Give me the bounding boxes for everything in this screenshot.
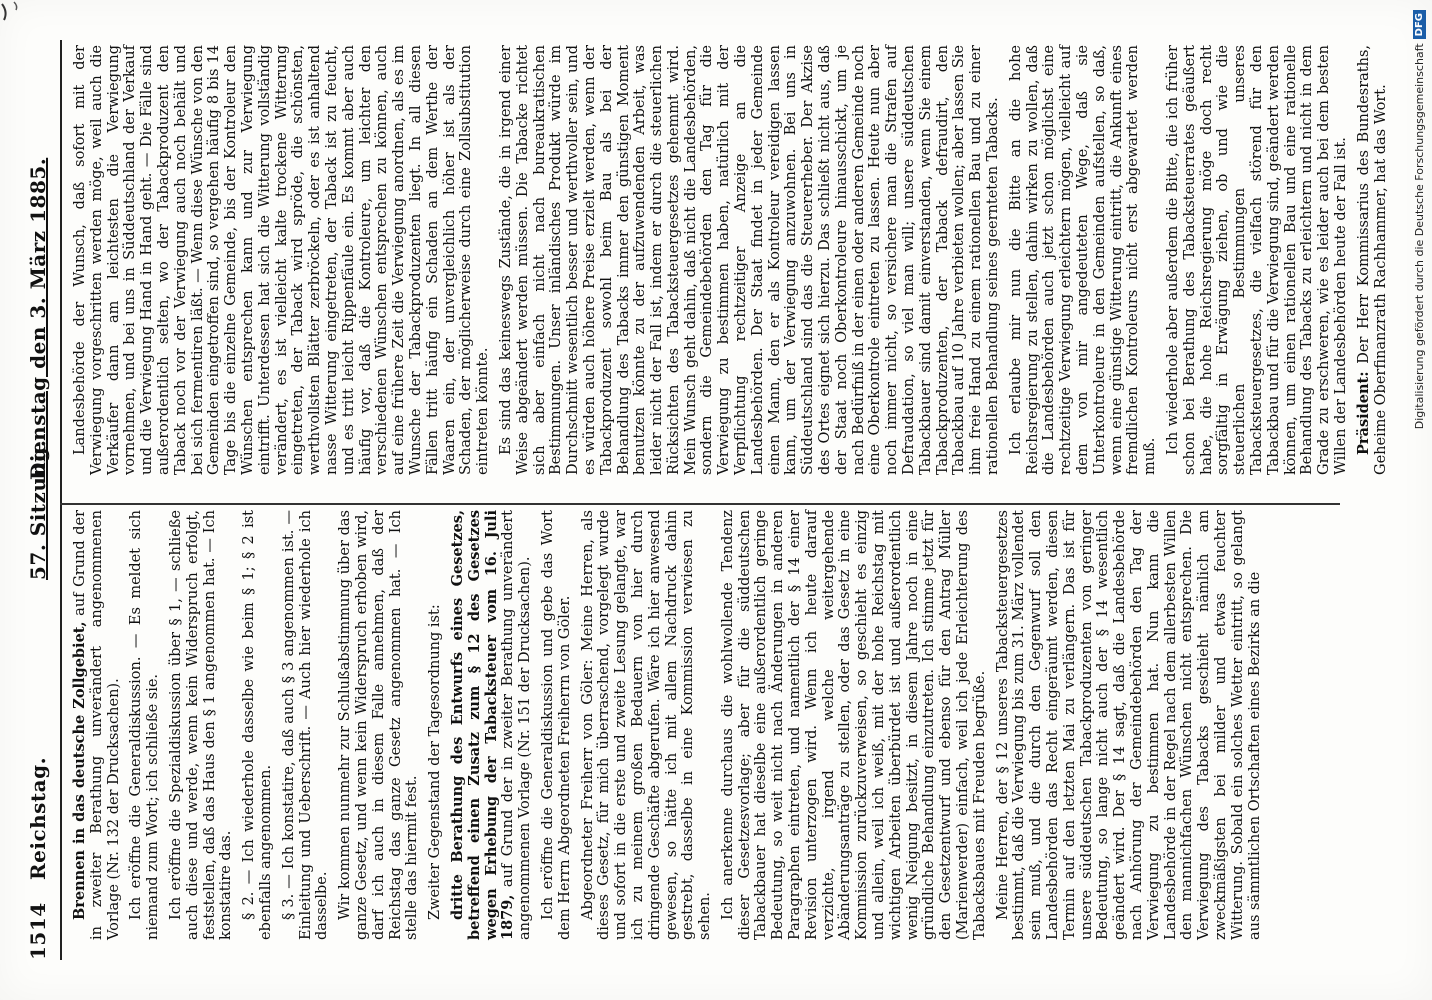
paragraph-text: Abgeordneter Freiherr von Göler: Meine Herren, als dieses Gesetz, für mich überraschend, vorgelegt wurde und sofort in die erste und zweite Lesung gelangte, war ich zu meinem großen Bedauern von hier durch dringende Geschäfte abgerufen. Wäre ich hier anwesend gewesen, so hätte ich mit allem Nachdruck dahin gestrebt, dasselbe in eine Kommission verwiesen zu sehen. — [579, 510, 714, 940]
paragraph — [72, 45, 492, 475]
side-note — [1406, 0, 1432, 1000]
left-column — [72, 510, 1269, 940]
paragraph — [995, 510, 1264, 940]
paragraph-text: Ich anerkenne durchaus die wohlwollende Tendenz dieser Gesetzesvorlage; aber für die süddeutschen Tabackbauer hat dieselbe eine außerordentlich geringe Bedeutung, so weit nicht nach Änderungen in anderen Paragraphen eintreten, und namentlich der § 14 einer Revision unterzogen wird. Wenn ich heute darauf verzichte, irgend welche weitergehende Abänderungsanträge zu stellen, oder das Gesetz in eine Kommission zurückzuverweisen, so geschieht es einzig und allein, weil ich weiß, mit der hohe Reichstag mit wichtigen Arbeiten überbürdet ist und außerordentlich wenig Neigung besitzt, in diesem Jahre noch in eine gründliche Behandlung einzutreten. Ich stimme jetzt für den Gesetzentwurf und ebenso für den Antrag Müller (Marienwerder) einfach, weil ich jede Erleichterung des Tabacksbaues mit Freuden begrüße. — [719, 510, 988, 940]
paragraph — [580, 510, 714, 940]
paragraph — [241, 510, 275, 940]
session-label: 57. Sitzung. — [26, 439, 50, 580]
paragraph-text: Ich eröffne die Spezialdiskussion über § 1, — schließe auch diese und werde, wenn kein Widerspruch erfolgt, feststellen, daß das Haus den § 1 angenommen hat. — Ich konstatire das. — [167, 510, 235, 940]
paragraph — [72, 510, 122, 940]
paragraph — [720, 510, 989, 940]
paragraph-text: § 3. — Ich konstatire, daß auch § 3 angenommen ist. — Einleitung und Ueberschrift. — Auch hier wiederhole ich dasselbe. — [280, 510, 331, 940]
paragraph — [498, 45, 1002, 475]
paragraph-text: Meine Herren, der § 12 unseres Tabacksteuergesetzes bestimmt, daß die Verwiegung bis zum 31. März vollendet sein muß, und die durch den Gegenwurf soll den Landesbehörden das Recht eingeräumt werden, diesen Termin auf den letzten Mai zu verlängern. Das ist für unsere süddeutschen Tabackproduzenten von geringer Bedeutung, so lange nicht auch der § 14 wesentlich geändert wird. Der § 14 sagt, daß die Landesbehörde nach Anhörung der Gemeindebehörden den Tag der Verwiegung zu bestimmen hat. Nun kann die Landesbehörde in der Regel nach dem allerbesten Willen den mannichfachen Wünschen nicht entsprechen. Die Verwiegung des Tabacks geschieht nämlich am zweckmäßigsten bei milder und etwas feuchter Witterung. Sobald ein solches Wetter eintritt, so gelangt aus sämmtlichen Ortschaften eines Bezirks an die — [994, 510, 1263, 940]
paragraph — [427, 510, 444, 940]
paragraph-text: Ich erlaube mir nun die Bitte an die hohe Reichsregierung zu stellen, dahin wirken zu wollen, daß die Landesbehörden auch jetzt schon möglichst eine rechtzeitige Verwiegung erleichtern mögen, vielleicht auf dem von mir angedeuteten Wege, daß sie Unterkontroleure in den Gemeinden aufstellen, so daß, wenn eine günstige Witterung eintritt, die Ankunft eines fremdlichen Kontroleurs nicht erst abgewartet werden muß. — [1007, 45, 1159, 475]
bold-lead: Brennen in das deutsche Zollgebiet, — [71, 621, 88, 920]
page-number: 1514 — [26, 902, 50, 960]
page-header — [20, 40, 60, 960]
column-divider — [60, 503, 1340, 505]
paragraph — [168, 510, 235, 940]
dfg-logo-badge: DFG — [1413, 10, 1426, 39]
paragraph-text: Der Herr Kommissarius des Bundesraths, Geheime Oberfinanzrath Rachhammer, hat das Wort. — [1355, 45, 1389, 475]
paragraph-text: Zweiter Gegenstand der Tagesordnung ist: — [427, 604, 444, 920]
paragraph — [1356, 45, 1390, 475]
paragraph-text: Es sind das keineswegs Zustände, die in irgend einer Weise abgeändert werden müssen. Die Tabacke richtet sich aber einfach nicht nach bureaukratischen Bestimmungen. Unser inländisches Produkt würde im Durchschnitt wesentlich besser und werthvoller sein, und es würden auch höhere Preise erzielt werden, wenn der Tabackproduzent sowohl beim Bau als bei der Behandlung des Tabacks immer den günstigen Moment benutzen könnte zu der aufzuwendenden Arbeit, was leider nicht der Fall ist, indem er durch die steuerlichen Rücksichten des Tabacksteuergesetzes gehemmt wird. Mein Wunsch geht dahin, daß nicht die Landesbehörden, sondern die Gemeindebehörden den Tag für die Verwiegung zu bestimmen haben, natürlich mit der Verpflichtung rechtzeitiger Anzeige an die Landesbehörden. Der Staat findet in jeder Gemeinde einen Mann, den er als Kontroleur vereidigen lassen kann, um der Verwiegung anzuwohnen. Bei uns in Süddeutschland sind das die Steuererheber. Der Akzise des Ortes eignet sich hierzu. Das schließt nicht aus, daß der Staat noch Oberkontroleure hinausschickt, um je nach Bedürfniß in der einen oder anderen Gemeinde noch eine Oberkontrole eintreten zu lassen. Heute nun aber noch immer nicht, so versichere man die Strafen auf Defraudation, so viel man will; unsere süddeutschen Tabackbauer sind damit einverstanden, wenn Sie einem Tabackproduzenten, der Taback defraudirt, den Tabackbau auf 10 Jahre verbieten wollen; aber lassen Sie ihm freie Hand zu einem rationellen Bau und zu einer rationellen Behandlung seines geernteten Tabacks. — [497, 45, 1002, 475]
paragraph — [128, 510, 162, 940]
paragraph-text: Ich eröffne die Generaldiskussion und gebe das Wort dem Herrn Abgeordneten Freiherrn von Göler. — [539, 510, 573, 940]
paragraph-text: auf Grund der in zweiter Berathung unverändert angenommenen Vorlage (Nr. 151 der Drucksachen). — [500, 509, 534, 940]
header-rule — [60, 40, 62, 960]
paragraph — [337, 510, 421, 940]
paragraph — [450, 510, 534, 940]
paragraph — [281, 510, 331, 940]
paragraph-text: Ich wiederhole aber außerdem die Bitte, die ich früher schon bei Berathung des Tabacksteuerrates geäußert habe, die hohe Reichsregierung möge doch recht sorgfältig in Erwägung ziehen, ob und wie die steuerlichen Bestimmungen unseres Tabacksteuergesetzes, die vielfach störend für den Tabackbau und für die Verwiegung sind, geändert werden können, um einen rationellen Bau und eine rationelle Behandlung des Tabacks zu erleichtern und nicht in dem Grade zu erschweren, wie es leider auch bei dem besten Willen der Landesbehörden heute der Fall ist. — [1165, 45, 1349, 475]
paragraph — [1008, 45, 1159, 475]
paragraph — [1165, 45, 1350, 475]
session-date: Dienstag den 3. März 1885. — [26, 157, 50, 480]
bold-lead: Präsident: — [1354, 371, 1372, 455]
paragraph-text: auf Grund der in zweiter Berathung unverändert angenommenen Vorlage (Nr. 132 der Drucksachen). — [72, 509, 122, 940]
paragraph-text: Landesbehörde der Wunsch, daß sofort mit der Verwiegung vorgeschritten werden möge, weil auch die Verkäufer dann am leichtesten die Verwiegung vornehmen, und bei uns in Süddeutschland der Verkauf und die Verwiegung Hand in Hand geht. — Die Fälle sind außerordentlich selten, wo der Tabackproduzent den Taback noch vor der Verwiegung auch noch behält und bei sich fermentiren läßt. — Wenn diese Wünsche von den Gemeinden eingetroffen sind, so vergehen häufig 8 bis 14 Tage bis die einzelne Gemeinde, bis der Kontroleur den Wünschen entsprechen kann und zur Verwiegung eintrifft. Unterdessen hat sich die Witterung vollständig verändert, es ist vielleicht kalte trockene Witterung eingetreten, der Taback wird spröde, die schönsten, werthvollsten Blätter zerbröckeln, oder es ist anhaltend nasse Witterung eingetreten, der Taback ist zu feucht, und es tritt leicht Rippenfäule ein. Es kommt aber auch häufig vor, daß die Kontroleure, um leichter den verschiedenen Wünschen entsprechen zu können, auch auf eine frühere Zeit die Verwiegung anordnen, als es im Wunsche der Tabackproduzenten liegt. In all diesen Fällen tritt häufig ein Schaden an dem Werthe der Waaren ein, der unvergleichlich höher ist als der Schaden, der möglicherweise durch eine Zollsubstitution eintreten könnte. — [72, 45, 492, 475]
paragraph-text: § 2. — Ich wiederhole dasselbe wie beim § 1; § 2 ist ebenfalls angenommen. — [241, 510, 274, 940]
digitization-credit: Digitalisierung gefördert durch die Deutsche Forschungsgemeinschaft — [1412, 43, 1426, 430]
paragraph-text: Ich eröffne die Generaldiskussion. — Es meldet sich niemand zum Wort; ich schließe sie. — [128, 510, 162, 940]
paragraph-text: Wir kommen nunmehr zur Schlußabstimmung über das ganze Gesetz, und wenn kein Widerspruch erhoben wird, darf ich auch in diesem Falle annehmen, daß der Reichstag das ganze Gesetz angenommen hat. — Ich stelle das hiermit fest. — [337, 510, 421, 940]
publication-title: Reichstag. — [26, 756, 50, 880]
right-column — [72, 45, 1395, 475]
paragraph — [540, 510, 574, 940]
bold-lead: dritte Berathung des Entwurfs eines Gesetzes, betreffend einen Zusatz zum § 12 des Gesetzes wegen Erhebung der Tabacksteuer vom 16. Juli 1879, — [448, 510, 517, 940]
